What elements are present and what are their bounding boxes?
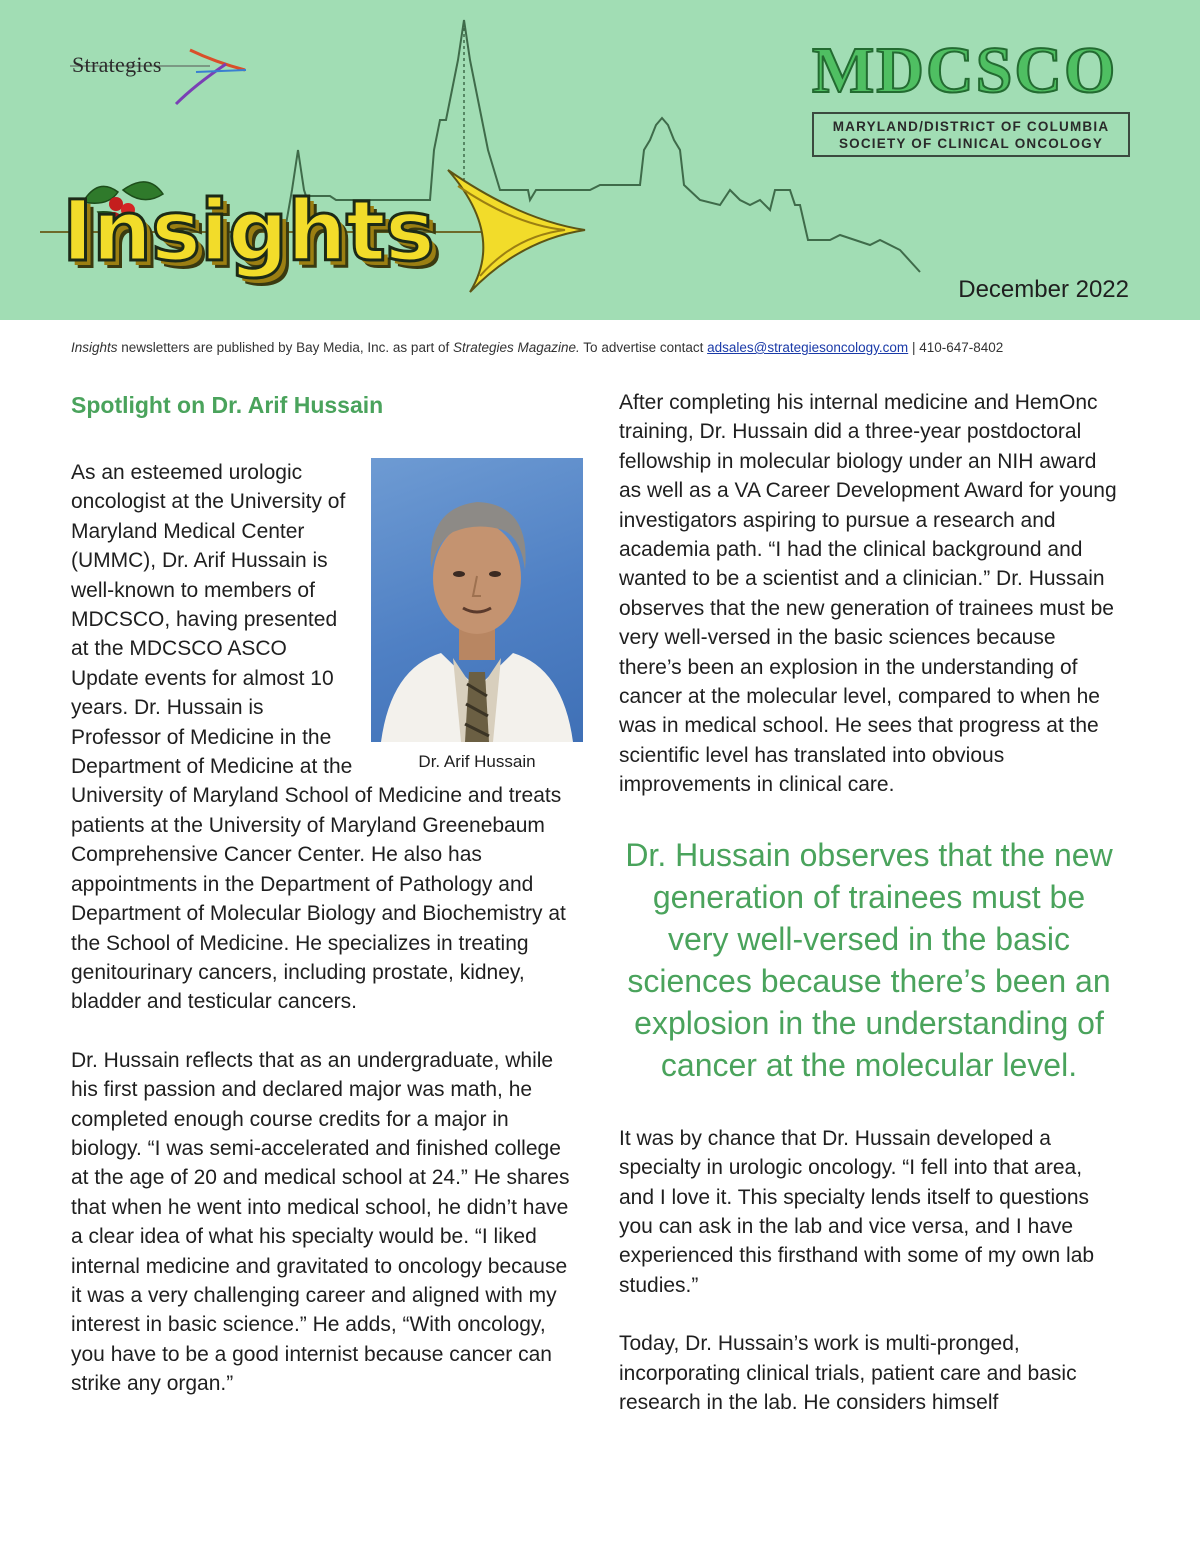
magazine-name: Strategies Magazine. xyxy=(452,340,580,355)
publication-name: Insights xyxy=(71,340,118,355)
strategies-logo: Strategies xyxy=(72,52,162,77)
mdcsco-acronym: MDCSCO xyxy=(812,34,1118,107)
issue-date: December 2022 xyxy=(958,276,1129,303)
header-banner xyxy=(0,0,1200,320)
article-paragraph-4: It was by chance that Dr. Hussain developed a specialty in urologic oncology. “I fell into that area, and I love it. This specialty lends itself to questions you can ask in the lab and vice versa, and I have experienced this firsthand with some of my own lab studies.” xyxy=(619,1126,1095,1297)
mdcsco-full-name-line-2: SOCIETY OF CLINICAL ONCOLOGY xyxy=(838,136,1104,151)
article-paragraph-1: As an esteemed urologic oncologist at the University of Maryland Medical Center (UMMC), Dr. Arif Hussain is well-known to members of MDCSCO, having presented at the MDCSCO ASCO Update events for almost 10 years. Dr. Hussain is Professor of Medicine in the Department of Medicine at the University of Maryland School of Medicine and treats patients at the University of Maryland Greenebaum Comprehensive Cancer Center. He also has appointments in the Department of Pathology and Department of Molecular Biology and Biochemistry at the School of Medicine. He specializes in treating genitourinary cancers, including prostate, kidney, bladder and testicular cancers. xyxy=(71,461,566,1014)
article-headline: Spotlight on Dr. Arif Hussain xyxy=(71,392,384,418)
advertising-email-link[interactable]: adsales@strategiesoncology.com xyxy=(707,340,909,355)
mdcsco-logo xyxy=(812,34,1132,157)
portrait-illustration xyxy=(371,458,583,742)
publisher-text-1: newsletters are published by Bay Media, Inc. as part of xyxy=(117,340,453,355)
article-paragraph-5: Today, Dr. Hussain’s work is multi-pronged, incorporating clinical trials, patient care and basic research in the lab. He considers himself xyxy=(619,1332,1077,1414)
publisher-text-2: To advertise contact xyxy=(579,340,708,355)
mdcsco-full-name-line-1: MARYLAND/DISTRICT OF COLUMBIA xyxy=(832,119,1110,134)
publisher-phone: | 410-647-8402 xyxy=(908,340,1004,355)
article-paragraph-3: After completing his internal medicine and HemOnc training, Dr. Hussain did a three-year postdoctoral fellowship in molecular biology under an NIH award as well as a VA Career Development Award for young investigators aspiring to pursue a research and academia path. “I had the clinical background and wanted to be a scientist and a clinician.” Dr. Hussain observes that the new generation of trainees must be very well-versed in the basic sciences because there’s been an explosion in the understanding of cancer at the molecular level, compared to when he was in medical school. He sees that progress at the scientific level has translated into obvious improvements in clinical care. xyxy=(619,391,1117,797)
portrait-photo xyxy=(371,458,583,742)
article-left-column xyxy=(71,390,583,1399)
portrait-caption: Dr. Arif Hussain xyxy=(418,752,536,771)
article-right-column xyxy=(619,388,1119,1417)
publisher-line xyxy=(71,340,1131,355)
portrait-figure xyxy=(371,458,583,772)
pull-quote: Dr. Hussain observes that the new generation of trainees must be very well-versed in the basic sciences because there’s been an explosion in the understanding of cancer at the molecular level. xyxy=(625,836,1113,1083)
article-paragraph-2: Dr. Hussain reflects that as an undergraduate, while his first passion and declared major was math, he completed enough course credits for a major in biology. “I was semi-accelerated and finished college at the age of 20 and medical school at 24.” He shares that when he went into medical school, he didn’t have a clear idea of what his specialty would be. “I liked internal medicine and gravitated to oncology because it was a very challenging career and aligned with my interest in basic science.” He adds, “With oncology, you have to be a good internist because cancer can strike any organ.” xyxy=(71,1048,570,1396)
insights-wordmark: Insights xyxy=(62,182,434,280)
mdcsco-full-name xyxy=(812,112,1130,157)
